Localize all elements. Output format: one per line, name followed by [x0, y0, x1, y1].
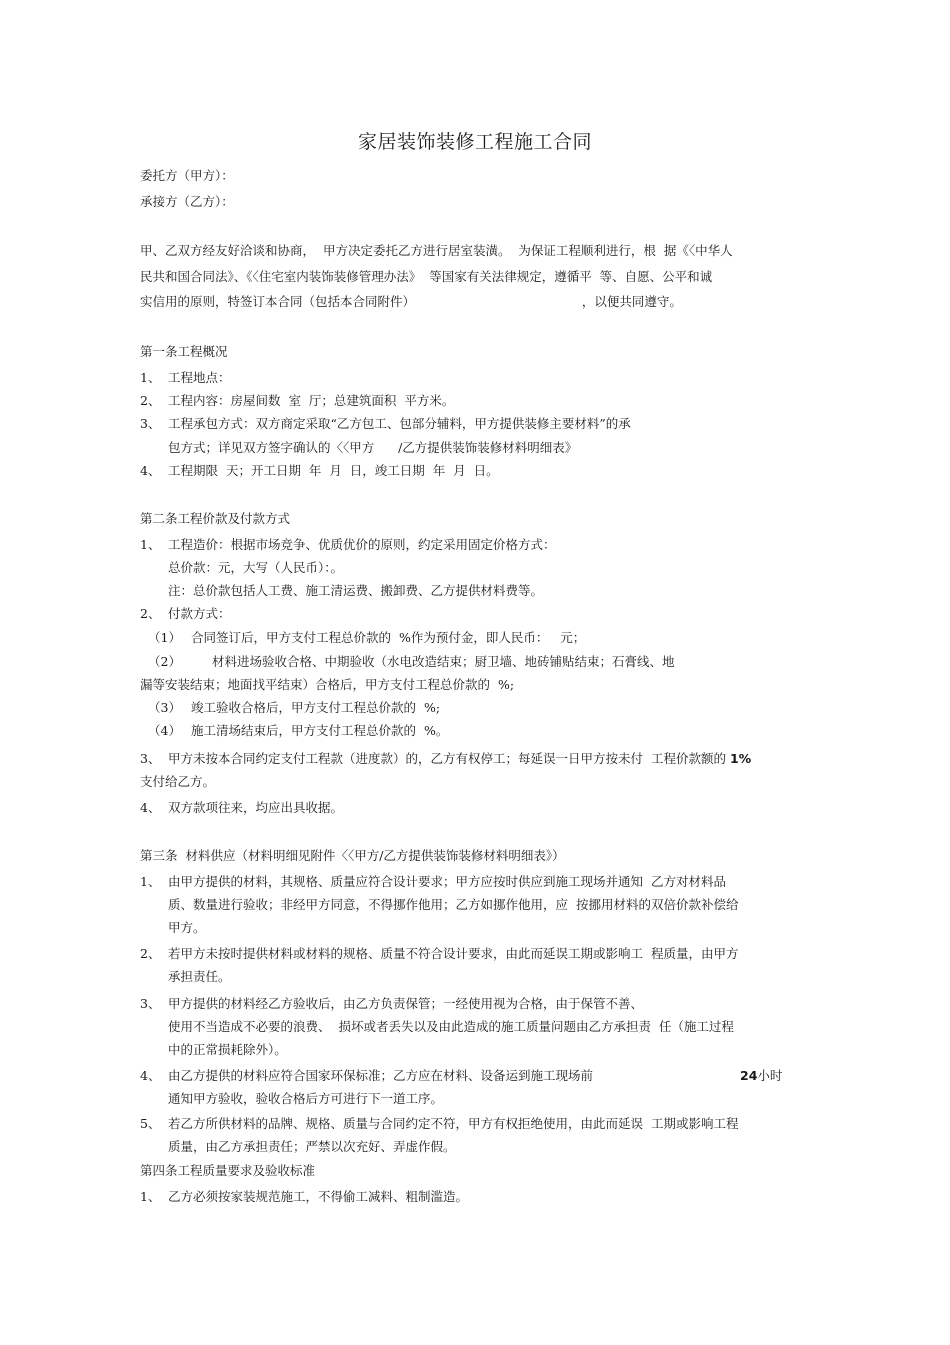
s4-item-1-text: 乙方必须按家装规范施工，不得偷工减料、粗制滥造。	[168, 1189, 469, 1204]
s2-pay-2-text: 材料进场验收合格、中期验收（水电改造结束；厨卫墙、地砖铺贴结束；石膏线、地	[212, 654, 675, 669]
s3-item-2-number: 2、	[140, 946, 161, 961]
s3-item-3-line-3: 中的正常损耗除外）。	[168, 1042, 287, 1057]
s3-item-5-line-2: 质量，由乙方承担责任；严禁以次充好、弄虚作假。	[168, 1139, 456, 1154]
s2-total-price: 总价款：元，大写（人民币）：。	[168, 560, 344, 575]
s3-item-1-line-2: 质、数量进行验收；非经甲方同意，不得挪作他用；乙方如挪作他用，应 按挪用材料的双倍价款补偿给	[168, 897, 739, 912]
s1-item-3-text: 工程承包方式：双方商定采取“乙方包工、包部分辅料，甲方提供装修主要材料”的承	[168, 416, 631, 431]
s2-pay-2-number: （2）	[148, 654, 181, 669]
s1-item-3-number: 3、	[140, 416, 161, 431]
s1-item-1-number: 1、	[140, 370, 161, 385]
intro-line-2: 民共和国合同法》、《〈住宅室内装饰装修管理办法》 等国家有关法律规定，遵循平 等、自愿、公平和诚	[140, 269, 713, 284]
s3-hours-unit: 小时	[757, 1068, 783, 1083]
s3-item-3-line-2: 使用不当造成不必要的浪费、 损坏或者丢失以及由此造成的施工质量问题由乙方承担责 任（施工过程	[168, 1019, 734, 1034]
s2-late-rate: 1%	[729, 751, 752, 766]
s4-item-1-number: 1、	[140, 1189, 161, 1204]
intro-line-3: 实信用的原则，特签订本合同（包括本合同附件） ，以便共同遵守。	[140, 294, 682, 309]
s2-item-4-text: 双方款项往来，均应出具收据。	[168, 800, 344, 815]
s3-hours-value: 24	[740, 1068, 758, 1083]
s2-item-3-text-cont: 支付给乙方。	[140, 774, 216, 789]
s3-item-1-line-3: 甲方。	[168, 920, 206, 935]
party-b-label: 承接方（乙方）：	[140, 194, 234, 209]
s3-item-2-line-1: 若甲方未按时提供材料或材料的规格、质量不符合设计要求，由此而延误工期或影响工 程质量，由甲方	[168, 946, 739, 961]
s1-item-1-text: 工程地点：	[168, 370, 231, 385]
s2-item-3-main: 甲方未按本合同约定支付工程款（进度款）的，乙方有权停工；每延误一日甲方按未付 工程价款额的	[168, 751, 730, 766]
s2-item-1-number: 1、	[140, 537, 161, 552]
s3-item-4-hours	[740, 1068, 782, 1084]
s2-pay-4-number: （4）	[148, 723, 181, 738]
s3-item-3-number: 3、	[140, 996, 161, 1011]
s2-item-3-text	[168, 751, 751, 767]
s2-item-4-number: 4、	[140, 800, 161, 815]
s2-item-2-text: 付款方式：	[168, 606, 231, 621]
s3-item-4-number: 4、	[140, 1068, 161, 1083]
s3-item-5-line-1: 若乙方所供材料的品牌、规格、质量与合同约定不符，甲方有权拒绝使用，由此而延误 工期或影响工程	[168, 1116, 739, 1131]
s2-item-1-text: 工程造价：根据市场竞争、优质优价的原则，约定采用固定价格方式：	[168, 537, 556, 552]
s1-item-4-text: 工程期限 天；开工日期 年 月 日，竣工日期 年 月 日。	[168, 463, 499, 478]
s3-item-1-number: 1、	[140, 874, 161, 889]
section-4-title: 第四条工程质量要求及验收标准	[140, 1163, 316, 1178]
s1-item-2-number: 2、	[140, 393, 161, 408]
party-a-label: 委托方（甲方）：	[140, 168, 234, 183]
intro-line-1: 甲、乙双方经友好洽谈和协商， 甲方决定委托乙方进行居室装潢。 为保证工程顺利进行，根 据《〈中华人	[140, 243, 733, 258]
s3-item-2-line-2: 承担责任。	[168, 969, 231, 984]
document-title: 家居装饰装修工程施工合同	[357, 131, 592, 153]
section-2-title: 第二条工程价款及付款方式	[140, 511, 291, 526]
s2-price-note: 注：总价款包括人工费、施工清运费、搬卸费、乙方提供材料费等。	[168, 583, 544, 598]
s2-pay-3-text: 竣工验收合格后，甲方支付工程总价款的 %;	[191, 700, 441, 715]
s3-item-3-line-1: 甲方提供的材料经乙方验收后，由乙方负责保管；一经使用视为合格，由于保管不善、	[168, 996, 644, 1011]
s2-item-2-number: 2、	[140, 606, 161, 621]
s2-pay-1-text: 合同签订后，甲方支付工程总价款的 %作为预付金，即人民币： 元；	[191, 630, 586, 645]
s3-item-4-line-2: 通知甲方验收，验收合格后方可进行下一道工序。	[168, 1091, 444, 1106]
s3-item-1-line-1: 由甲方提供的材料，其规格、质量应符合设计要求；甲方应按时供应到施工现场并通知 乙方对材料品	[168, 874, 726, 889]
s2-item-3-number: 3、	[140, 751, 161, 766]
s1-item-3-text-cont: 包方式；详见双方签字确认的〈〈甲方 /乙方提供装饰装修材料明细表》	[168, 440, 578, 455]
s2-pay-2-text-cont: 漏等安装结束；地面找平结束）合格后，甲方支付工程总价款的 %;	[140, 677, 515, 692]
s3-item-4-line-1: 由乙方提供的材料应符合国家环保标准；乙方应在材料、设备运到施工现场前	[168, 1068, 594, 1083]
s2-pay-1-number: （1）	[148, 630, 181, 645]
s1-item-2-text: 工程内容：房屋间数 室 厅；总建筑面积 平方米。	[168, 393, 455, 408]
s2-pay-4-text: 施工清场结束后，甲方支付工程总价款的 %。	[191, 723, 449, 738]
section-3-title: 第三条 材料供应（材料明细见附件〈〈甲方/乙方提供装饰装修材料明细表》）	[140, 848, 565, 863]
s1-item-4-number: 4、	[140, 463, 161, 478]
section-1-title: 第一条工程概况	[140, 344, 228, 359]
s3-item-5-number: 5、	[140, 1116, 161, 1131]
s2-pay-3-number: （3）	[148, 700, 181, 715]
